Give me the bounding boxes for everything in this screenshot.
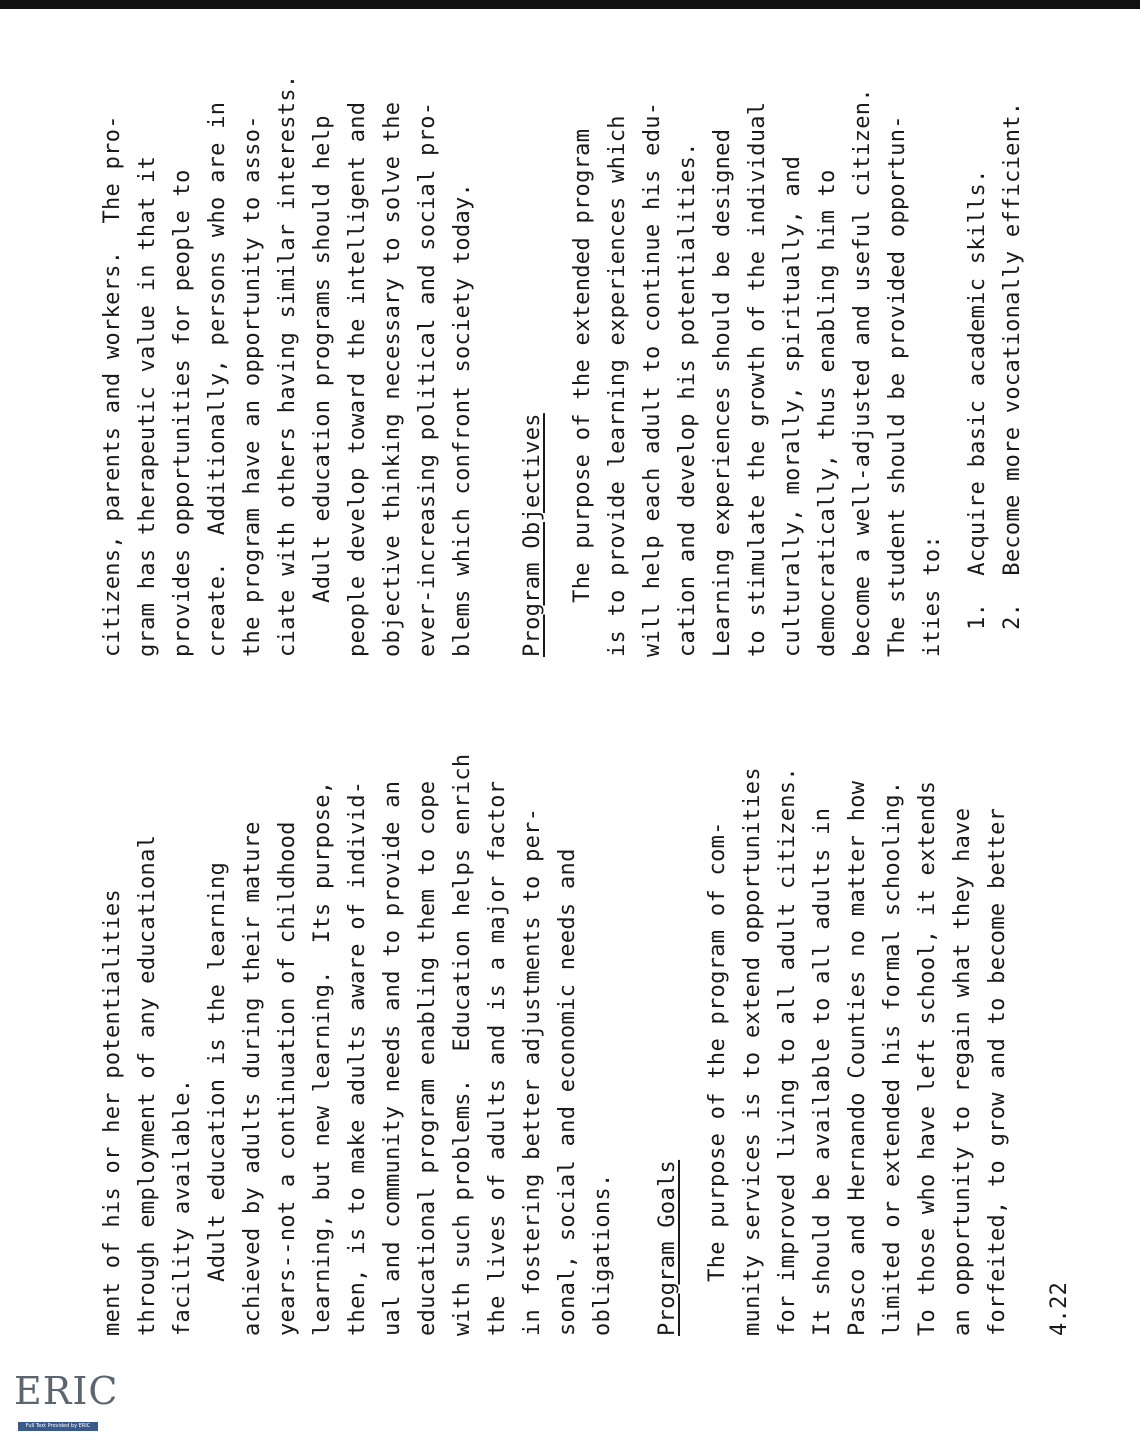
left-line: ual and community needs and to provide an xyxy=(380,780,405,1336)
left-line: for improved living to all adult citizens. xyxy=(775,767,800,1336)
logo-tagline: Full Text Provided by ERIC xyxy=(18,1422,98,1431)
right-line: is to provide learning experiences which xyxy=(605,115,630,657)
right-line: to stimulate the growth of the individual xyxy=(745,101,770,657)
left-line: an opportunity to regain what they have xyxy=(950,807,975,1336)
right-line: democratically, thus enabling him to xyxy=(815,169,840,657)
right-line: cation and develop his potentialities. xyxy=(675,142,700,657)
list-item: 1. Acquire basic academic skills. xyxy=(965,169,990,657)
right-line: ciate with others having similar interests. xyxy=(275,74,300,657)
program-goals-heading: Program Goals xyxy=(655,1159,680,1336)
left-line: ment of his or her potentialities xyxy=(100,889,125,1336)
left-line: through employment of any educational xyxy=(135,834,160,1336)
logo-text: ERIC xyxy=(14,1369,119,1413)
left-line: educational program enabling them to cope xyxy=(415,780,440,1336)
right-line: citizens, parents and workers. The pro- xyxy=(100,115,125,657)
left-line: forfeited, to grow and to become better xyxy=(985,807,1010,1336)
left-line: It should be available to all adults in xyxy=(810,807,835,1336)
right-line: The student should be provided opportun- xyxy=(885,115,910,657)
left-line: sonal, social and economic needs and xyxy=(555,848,580,1336)
right-line: ever-increasing political and social pro- xyxy=(415,101,440,657)
left-line: To those who have left school, it extends xyxy=(915,780,940,1336)
right-line: objective thinking necessary to solve the xyxy=(380,101,405,657)
left-line: achieved by adults during their mature xyxy=(240,821,265,1336)
left-line: Pasco and Hernando Counties no matter how xyxy=(845,780,870,1336)
right-line: gram has therapeutic value in that it xyxy=(135,155,160,657)
left-line: limited or extended his formal schooling. xyxy=(880,780,905,1336)
program-objectives-heading: Program Objectives xyxy=(520,413,545,657)
right-line: ities to: xyxy=(920,535,945,657)
left-line: years--not a continuation of childhood xyxy=(275,821,300,1336)
left-line: munity services is to extend opportunities xyxy=(740,767,765,1336)
left-line: obligations. xyxy=(590,1173,615,1336)
left-line: The purpose of the program of com- xyxy=(705,821,730,1336)
left-line: Adult education is the learning xyxy=(205,861,230,1336)
list-item: 2. Become more vocationally efficient. xyxy=(1000,101,1025,657)
right-line: blems which confront society today. xyxy=(450,182,475,657)
right-line: the program have an opportunity to asso- xyxy=(240,115,265,657)
right-line: create. Additionally, persons who are in xyxy=(205,101,230,657)
left-line: learning, but new learning. Its purpose, xyxy=(310,780,335,1336)
eric-logo xyxy=(14,1368,119,1438)
right-line: Adult education programs should help xyxy=(310,115,335,657)
left-line: facility available. xyxy=(170,1078,195,1336)
right-line: provides opportunities for people to xyxy=(170,169,195,657)
page-number: 4.22 xyxy=(1047,1281,1072,1336)
right-line: people develop toward the intelligent and xyxy=(345,101,370,657)
left-line: in fostering better adjustments to per- xyxy=(520,807,545,1336)
left-line: with such problems. Education helps enrich xyxy=(450,753,475,1336)
left-line: then, is to make adults aware of individ- xyxy=(345,780,370,1336)
right-line: Learning experiences should be designed xyxy=(710,128,735,657)
right-line: become a well-adjusted and useful citizen. xyxy=(850,88,875,657)
right-line: will help each adult to continue his edu- xyxy=(640,101,665,657)
left-line: the lives of adults and is a major factor xyxy=(485,780,510,1336)
right-line: culturally, morally, spiritually, and xyxy=(780,155,805,657)
right-line: The purpose of the extended program xyxy=(570,128,595,657)
